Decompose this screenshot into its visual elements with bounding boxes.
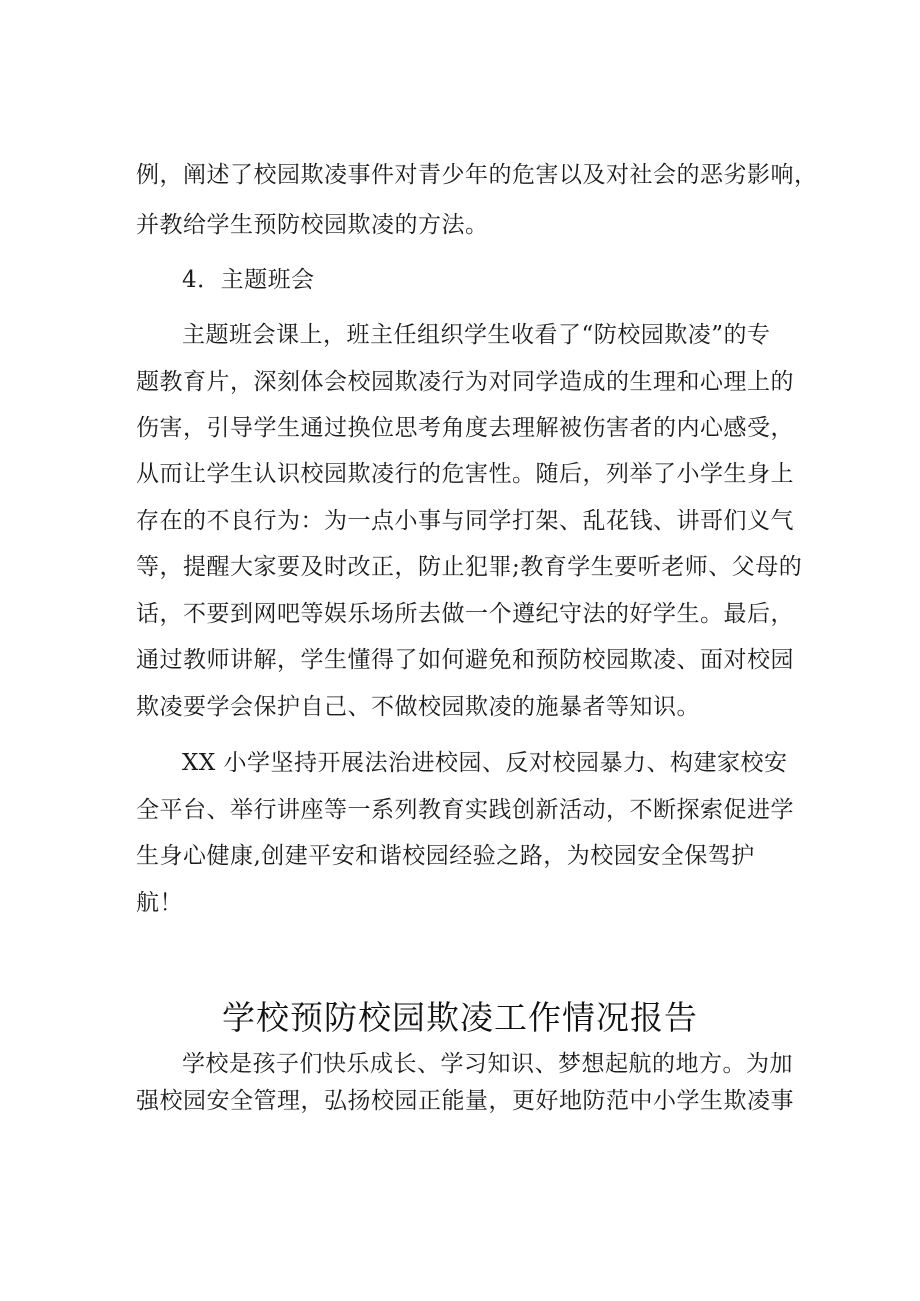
paragraph-line: 伤害，引导学生通过换位思考角度去理解被伤害者的内心感受， — [136, 415, 794, 441]
paragraph-line: 等，提醒大家要及时改正，防止犯罪;教育学生要听老师、父母的 — [136, 554, 803, 580]
paragraph-line: 例，阐述了校园欺凌事件对青少年的危害以及对社会的恶劣影响， — [136, 162, 818, 188]
paragraph-line: 通过教师讲解，学生懂得了如何避免和预防校园欺凌、面对校园 — [136, 647, 794, 673]
paragraph-line: 话，不要到网吧等娱乐场所去做一个遵纪守法的好学生。最后， — [136, 601, 794, 627]
paragraph-line: 存在的不良行为：为一点小事与同学打架、乱花钱、讲哥们义气 — [136, 508, 794, 534]
paragraph-line: 全平台、举行讲座等一系列教育实践创新活动，不断探索促进学 — [136, 797, 794, 823]
paragraph-line: 并教给学生预防校园欺凌的方法。 — [136, 212, 489, 238]
report-title: 学校预防校园欺凌工作情况报告 — [222, 998, 698, 1037]
paragraph-line: 学校是孩子们快乐成长、学习知识、梦想起航的地方。为加 — [182, 1051, 793, 1077]
paragraph-line: 航！ — [136, 890, 183, 916]
section-heading: 4．主题班会 — [182, 267, 315, 293]
paragraph-line: 从而让学生认识校园欺凌行的危害性。随后，列举了小学生身上 — [136, 461, 794, 487]
paragraph-line: XX 小学坚持开展法治进校园、反对校园暴力、构建家校安 — [182, 750, 788, 776]
paragraph-line: 强校园安全管理，弘扬校园正能量，更好地防范中小学生欺凌事 — [136, 1088, 794, 1114]
paragraph-line: 欺凌要学会保护自己、不做校园欺凌的施暴者等知识。 — [136, 694, 700, 720]
paragraph-line: 题教育片，深刻体会校园欺凌行为对同学造成的生理和心理上的 — [136, 369, 794, 395]
paragraph-line: 主题班会课上，班主任组织学生收看了“防校园欺凌”的专 — [182, 322, 771, 348]
paragraph-line: 生身心健康,创建平安和谐校园经验之路，为校园安全保驾护 — [136, 843, 755, 869]
